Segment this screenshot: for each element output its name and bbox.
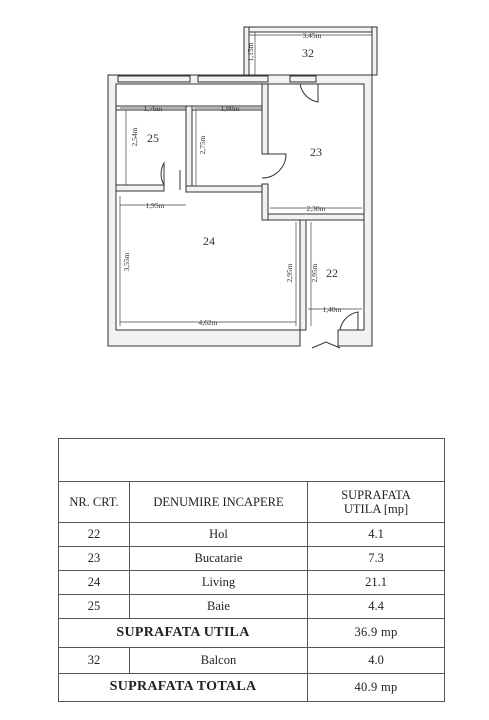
room-label-22: 22 — [326, 266, 338, 280]
row-area: 4.4 — [308, 595, 445, 619]
dim-hall-h: 2,75m — [198, 135, 207, 155]
row-nr: 23 — [59, 546, 130, 570]
dim-hol-h-a: 2,95m — [285, 263, 294, 283]
room-area-table — [58, 438, 445, 702]
room-label-25: 25 — [147, 131, 159, 145]
row-area: 4.0 — [308, 647, 445, 673]
col-header-area-line1: SUPRAFATA — [341, 487, 411, 502]
dim-baie-h: 2,54m — [130, 127, 139, 147]
room-label-24: 24 — [203, 234, 215, 248]
dim-hall-w: 1,80m — [220, 104, 240, 113]
dim-kitchen-w: 2,30m — [306, 204, 326, 213]
dim-hol-w: 1,40m — [322, 305, 342, 314]
dim-living-w: 4,62m — [198, 318, 218, 327]
row-name: Hol — [130, 522, 308, 546]
total-util-row — [59, 619, 445, 647]
table-row — [59, 522, 445, 546]
total-label: SUPRAFATA TOTALA — [59, 673, 308, 701]
col-header-area-line2: UTILA [mp] — [343, 501, 409, 516]
total-util-value: 36.9 mp — [308, 619, 445, 647]
row-name: Baie — [130, 595, 308, 619]
table-row — [59, 546, 445, 570]
col-header-name: DENUMIRE INCAPERE — [130, 482, 308, 522]
row-name: Balcon — [130, 647, 308, 673]
row-nr: 22 — [59, 522, 130, 546]
table-row — [59, 595, 445, 619]
col-header-nr: NR. CRT. — [59, 482, 130, 522]
dim-balcon-w: 3,45m — [302, 31, 322, 40]
dim-balcon-h: 1,15m — [246, 42, 255, 62]
table-row — [59, 570, 445, 594]
row-area: 4.1 — [308, 522, 445, 546]
row-nr: 32 — [59, 647, 130, 673]
row-area: 7.3 — [308, 546, 445, 570]
table-blank-cell — [59, 439, 445, 482]
table-header-row — [59, 482, 445, 522]
total-row — [59, 673, 445, 701]
table-row — [59, 647, 445, 673]
col-header-area — [308, 482, 445, 522]
total-util-label: SUPRAFATA UTILA — [59, 619, 308, 647]
row-area: 21.1 — [308, 570, 445, 594]
walls — [108, 27, 377, 346]
row-name: Living — [130, 570, 308, 594]
dim-baie-w: 1,76m — [143, 104, 163, 113]
dim-hol-h-b: 2,95m — [310, 263, 319, 283]
table-blank-header — [59, 439, 445, 482]
room-label-32: 32 — [302, 46, 314, 60]
dim-living-h: 3,55m — [122, 252, 131, 272]
total-value: 40.9 mp — [308, 673, 445, 701]
room-label-23: 23 — [310, 145, 322, 159]
dim-living-top: 1,95m — [145, 201, 165, 210]
row-nr: 24 — [59, 570, 130, 594]
row-name: Bucatarie — [130, 546, 308, 570]
row-nr: 25 — [59, 595, 130, 619]
